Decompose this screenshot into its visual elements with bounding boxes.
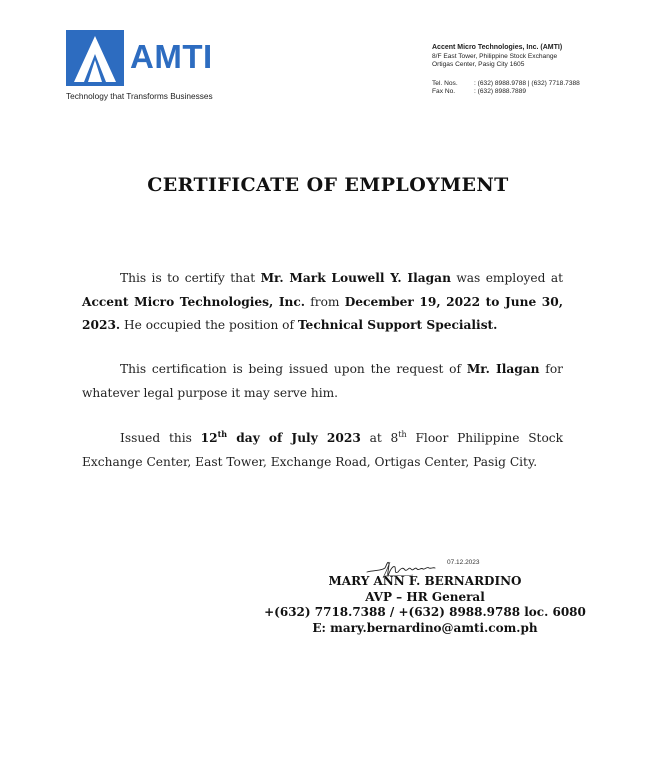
p2-text-1: This certification is being issued upon the request of <box>120 362 467 376</box>
tagline: Technology that Transforms Businesses <box>66 91 213 101</box>
fax-value: : (632) 8988.7889 <box>474 88 527 96</box>
address-line-1: 8/F East Tower, Philippine Stock Exchange <box>432 52 558 60</box>
issue-day-suffix: th <box>217 428 228 439</box>
company-name: Accent Micro Technologies, Inc. (AMTI) <box>432 44 563 51</box>
requester-name: Mr. Ilagan <box>466 362 540 376</box>
document-title: CERTIFICATE OF EMPLOYMENT <box>147 174 509 196</box>
tel-value: : (632) 8988.9788 | (632) 7718.7388 <box>474 79 580 87</box>
signatory-title: AVP – HR General <box>365 589 485 604</box>
p3-text-2: at 8 <box>360 431 399 445</box>
signature-date: 07.12.2023 <box>447 559 480 566</box>
p3-text-1: Issued this <box>120 431 201 445</box>
tel-label: Tel. Nos. <box>432 79 458 87</box>
signatory-phone: +(632) 7718.7388 / +(632) 8988.9788 loc. 6080 <box>264 605 586 619</box>
telephone-line <box>432 80 580 89</box>
purpose-paragraph <box>82 358 563 405</box>
fax-label: Fax No. <box>432 88 456 96</box>
fax-line <box>432 88 580 97</box>
p2-text-2: for whatever legal purpose it may serve him. <box>82 362 563 400</box>
amti-logo-mark-icon <box>66 30 124 86</box>
employment-period: December 19, 2022 to June 30, 2023. <box>82 294 563 332</box>
company-logo <box>66 30 216 102</box>
p3-text-3: Floor Philippine Stock Exchange Center, East Tower, Exchange Road, Ortigas Center, Pasig City. <box>82 431 563 469</box>
employee-name: Mr. Mark Louwell Y. Ilagan <box>260 271 451 285</box>
floor-suffix: th <box>398 429 407 439</box>
p1-text-2: was employed at <box>450 271 564 285</box>
p1-text-3: from <box>305 294 345 309</box>
brand-name: AMTI <box>130 38 213 75</box>
p1-text-1: This is to certify that <box>120 271 261 285</box>
signatory-name: MARY ANN F. BERNARDINO <box>328 574 522 588</box>
issue-day-number: 12 <box>200 431 218 445</box>
employee-position: Technical Support Specialist. <box>297 318 498 332</box>
address-line-2: Ortigas Center, Pasig City 1605 <box>432 61 525 69</box>
signatory-email: E: mary.bernardino@amti.com.ph <box>312 620 538 635</box>
p1-text-4: He occupied the position of <box>120 318 298 332</box>
issuance-paragraph <box>82 427 563 474</box>
issue-day-rest: day of July 2023 <box>227 431 361 445</box>
signatory-block <box>250 574 600 636</box>
employer-name: Accent Micro Technologies, Inc. <box>82 294 306 309</box>
issue-date <box>200 428 361 445</box>
company-contact-block <box>432 44 580 97</box>
employment-paragraph <box>82 267 563 338</box>
